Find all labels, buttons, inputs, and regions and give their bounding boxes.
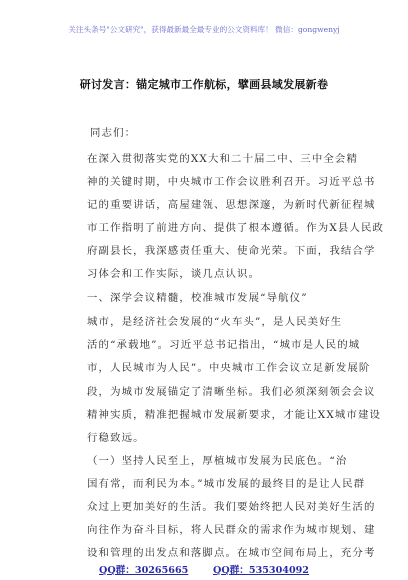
body-line: 在深入贯彻落实党的XX大和二十届二中、三中全会精 (87, 153, 358, 165)
body-line: 向往作为奋斗目标，将人民群众的需求作为城市规划、建 (87, 524, 376, 536)
body-line: 活的“承载地”。习近平总书记指出，“城市是人民的城 (87, 339, 361, 351)
section-heading: 一、深学会议精髓，校准城市发展“导航仪” (87, 292, 308, 304)
document-title: 研讨发言：锚定城市工作航标，擘画县域发展新卷 (79, 78, 329, 91)
promo-banner-text: 关注头条号"公文研究"，获得最新最全最专业的公文资料库！ 微信：gongwenyj (68, 25, 340, 34)
body-line: 城市，是经济社会发展的“火车头”，是人民美好生 (87, 316, 343, 328)
body-line: 神的关键时期，中央城市工作会议胜利召开。习近平总书 (87, 176, 376, 188)
body-line: 市工作指明了前进方向、提供了根本遵循。作为X县人民政 (87, 222, 385, 234)
subsection-heading: （一）坚持人民至上，厚植城市发展为民底色。“治 (87, 455, 348, 467)
body-line: 众过上更加美好的生活。我们要始终把人民对美好生活的 (87, 501, 376, 513)
body-line: 精神实质，精准把握城市发展新要求，才能让XX城市建设 (87, 409, 382, 421)
qq-group-2[interactable]: QQ群：535304092 (213, 565, 309, 576)
body-line: 记的重要讲话，高屋建瓴、思想深邃，为新时代新征程城 (87, 199, 376, 211)
body-line: 市，人民城市为人民”。中央城市工作会议立足新发展阶 (87, 362, 371, 374)
body-line: 段，为城市发展锚定了清晰坐标。我们必须深刻领会会议 (87, 386, 376, 398)
promo-banner[interactable] (0, 25, 408, 35)
footer-contact (0, 562, 408, 576)
body-line: 国有常，而利民为本。”城市发展的最终目的是让人民群 (87, 478, 366, 490)
body-line: 设和管理的出发点和落脚点。在城市空间布局上，充分考 (87, 547, 376, 559)
body-line: 习体会和工作实际，谈几点认识。 (87, 268, 261, 280)
qq-group-1[interactable]: QQ群：30265665 (99, 565, 189, 576)
body-line: 府副县长，我深感责任重大、使命光荣。下面，我结合学 (87, 245, 376, 257)
body-line: 行稳致远。 (87, 432, 145, 444)
salutation: 同志们： (90, 127, 137, 139)
